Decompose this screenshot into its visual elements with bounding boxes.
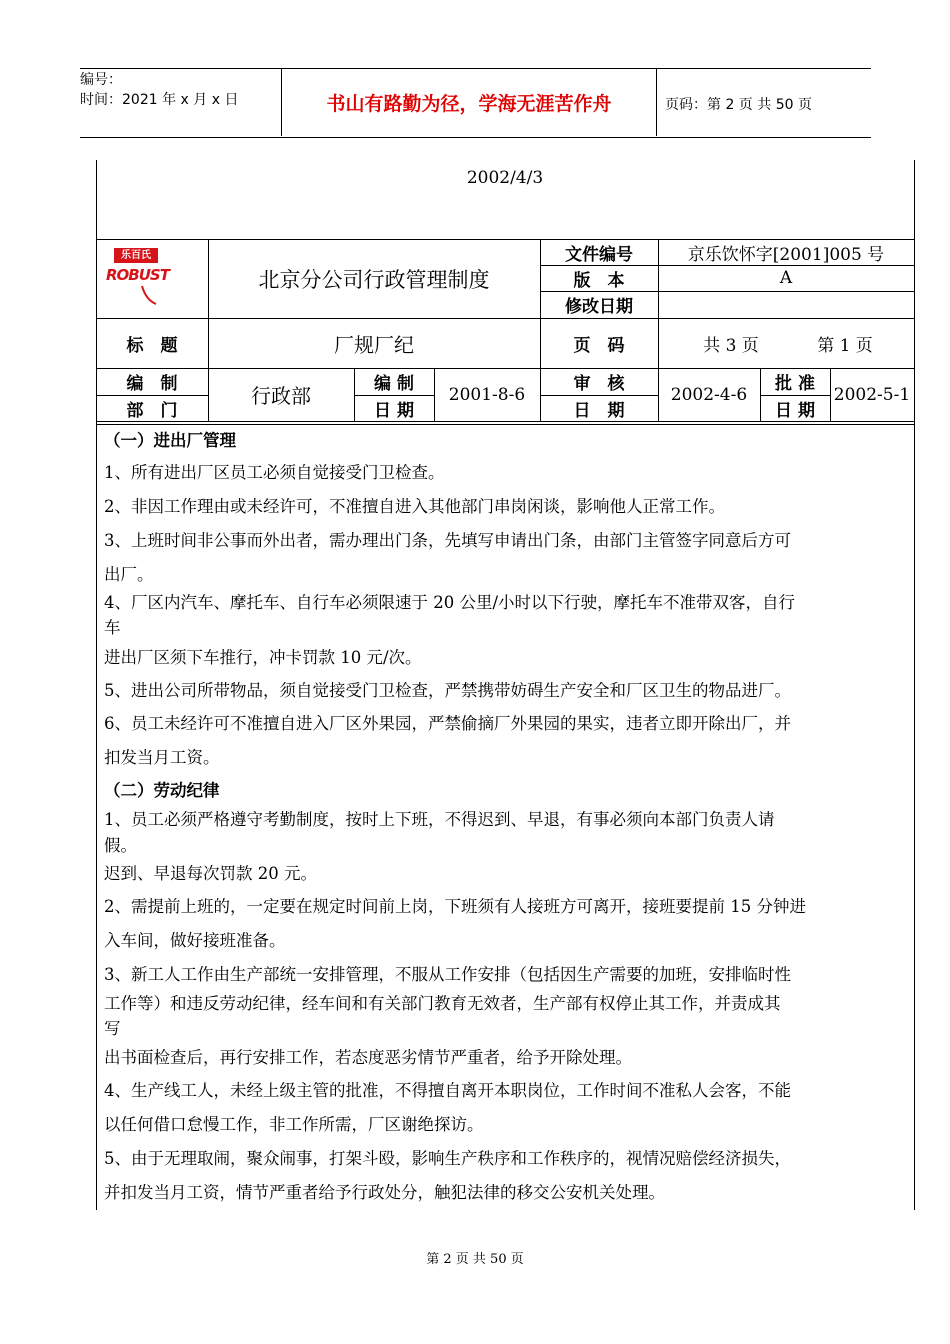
rule-text: 3、上班时间非公事而外出者，需办理出门条，先填写申请出门条，由部门主管签字同意后方可 bbox=[104, 531, 791, 550]
page-label: 页 码 bbox=[573, 335, 625, 356]
page-footer: 第 2 页 共 50 页 bbox=[426, 1252, 524, 1267]
page-current: 第 1 页 bbox=[817, 335, 873, 356]
rule-text: 写 bbox=[104, 1019, 121, 1038]
rule-text: 5、进出公司所带物品，须自觉接受门卫检查，严禁携带妨碍生产安全和厂区卫生的物品进厂。 bbox=[104, 681, 791, 700]
rule-text: 出厂。 bbox=[104, 565, 154, 584]
rule-text: 并扣发当月工资，情节严重者给予行政处分，触犯法律的移交公安机关处理。 bbox=[104, 1183, 665, 1202]
rule-text: 扣发当月工资。 bbox=[104, 748, 220, 767]
approve-label: 批 准 bbox=[775, 374, 815, 394]
rule-text: 迟到、早退每次罚款 20 元。 bbox=[104, 864, 317, 883]
subject-value: 厂规厂纪 bbox=[334, 332, 414, 357]
table-rule bbox=[96, 421, 914, 422]
review-date: 2002-4-6 bbox=[670, 384, 748, 405]
logo-chinese-name: 乐百氏 bbox=[114, 248, 158, 263]
rule-text: 车 bbox=[104, 618, 121, 637]
rule-text: 4、生产线工人，未经上级主管的批准，不得擅自离开本职岗位，工作时间不准私人会客，不能 bbox=[104, 1081, 791, 1100]
subject-label: 标 题 bbox=[126, 335, 178, 356]
header-number: 编号： bbox=[80, 72, 122, 88]
review-label: 审 核 bbox=[573, 374, 625, 394]
rule-text: 2、需提前上班的，一定要在规定时间前上岗，下班须有人接班方可离开，接班要提前 15 分钟进 bbox=[104, 897, 806, 916]
modify-date-label: 修改日期 bbox=[565, 297, 633, 317]
rule-text: 5、由于无理取闹，聚众闹事，打架斗殴，影响生产秩序和工作秩序的，视情况赔偿经济损失， bbox=[104, 1149, 791, 1168]
logo-wordmark: ROBUST bbox=[106, 266, 169, 284]
header-motto: 书山有路勤为径，学海无涯苦作舟 bbox=[281, 68, 657, 136]
approve-date-label: 日 期 bbox=[775, 400, 815, 421]
rule-text: 3、新工人工作由生产部统一安排管理，不服从工作安排（包括因生产需要的加班，安排临时性 bbox=[104, 965, 791, 984]
frame-right-line bbox=[914, 160, 915, 1210]
section-title-labor-discipline: （二）劳动纪律 bbox=[104, 781, 220, 800]
doc-title: 北京分公司行政管理制度 bbox=[258, 267, 490, 292]
rule-text: 1、所有进出厂区员工必须自觉接受门卫检查。 bbox=[104, 463, 445, 482]
dept-label-2: 部 门 bbox=[126, 400, 178, 421]
rule-text: 2、非因工作理由或未经许可，不准擅自进入其他部门串岗闲谈，影响他人正常工作。 bbox=[104, 497, 725, 516]
rule-text: 4、厂区内汽车、摩托车、自行车必须限速于 20 公里/小时以下行驶，摩托车不准带双客，自行 bbox=[104, 593, 796, 612]
header-time: 时间：2021 年 x 月 x 日 bbox=[80, 92, 239, 108]
robust-logo bbox=[106, 248, 168, 310]
compile-date: 2001-8-6 bbox=[448, 384, 526, 405]
rule-text: 出书面检查后，再行安排工作，若态度恶劣情节严重者，给予开除处理。 bbox=[104, 1048, 632, 1067]
rule-text: 以任何借口怠慢工作，非工作所需，厂区谢绝探访。 bbox=[104, 1115, 484, 1134]
compile-date-label: 日 期 bbox=[374, 400, 414, 421]
header-page-info: 页码：第 2 页 共 50 页 bbox=[665, 97, 812, 113]
file-no-value: 京乐饮怀字[2001]005 号 bbox=[687, 244, 885, 265]
version-value: A bbox=[779, 268, 793, 288]
rule-text: 假。 bbox=[104, 836, 137, 855]
table-rule bbox=[96, 424, 914, 425]
header-meta bbox=[80, 70, 280, 110]
rule-text: 入车间，做好接班准备。 bbox=[104, 931, 286, 950]
modify-date-value bbox=[658, 291, 914, 318]
version-label: 版 本 bbox=[573, 270, 625, 291]
rule-text: 6、员工未经许可不准擅自进入厂区外果园，严禁偷摘厂外果园的果实，违者立即开除出厂，并 bbox=[104, 714, 791, 733]
rule-text: 进出厂区须下车推行，冲卡罚款 10 元/次。 bbox=[104, 648, 422, 667]
page-total: 共 3 页 bbox=[703, 335, 759, 356]
compile-label: 编 制 bbox=[374, 374, 414, 394]
file-no-label: 文件编号 bbox=[565, 244, 633, 265]
logo-swoosh-icon bbox=[106, 248, 168, 310]
doc-date: 2002/4/3 bbox=[466, 168, 544, 188]
rule-text: 1、员工必须严格遵守考勤制度，按时上下班，不得迟到、早退，有事必须向本部门负责人请 bbox=[104, 810, 775, 829]
review-date-label: 日 期 bbox=[573, 400, 625, 421]
approve-date: 2002-5-1 bbox=[833, 384, 911, 405]
section-title-entry-exit: （一）进出厂管理 bbox=[104, 431, 236, 450]
rule-text: 工作等）和违反劳动纪律，经车间和有关部门教育无效者，生产部有权停止其工作，并责成其 bbox=[104, 994, 781, 1013]
dept-value: 行政部 bbox=[251, 384, 311, 408]
dept-label-1: 编 制 bbox=[126, 374, 178, 394]
